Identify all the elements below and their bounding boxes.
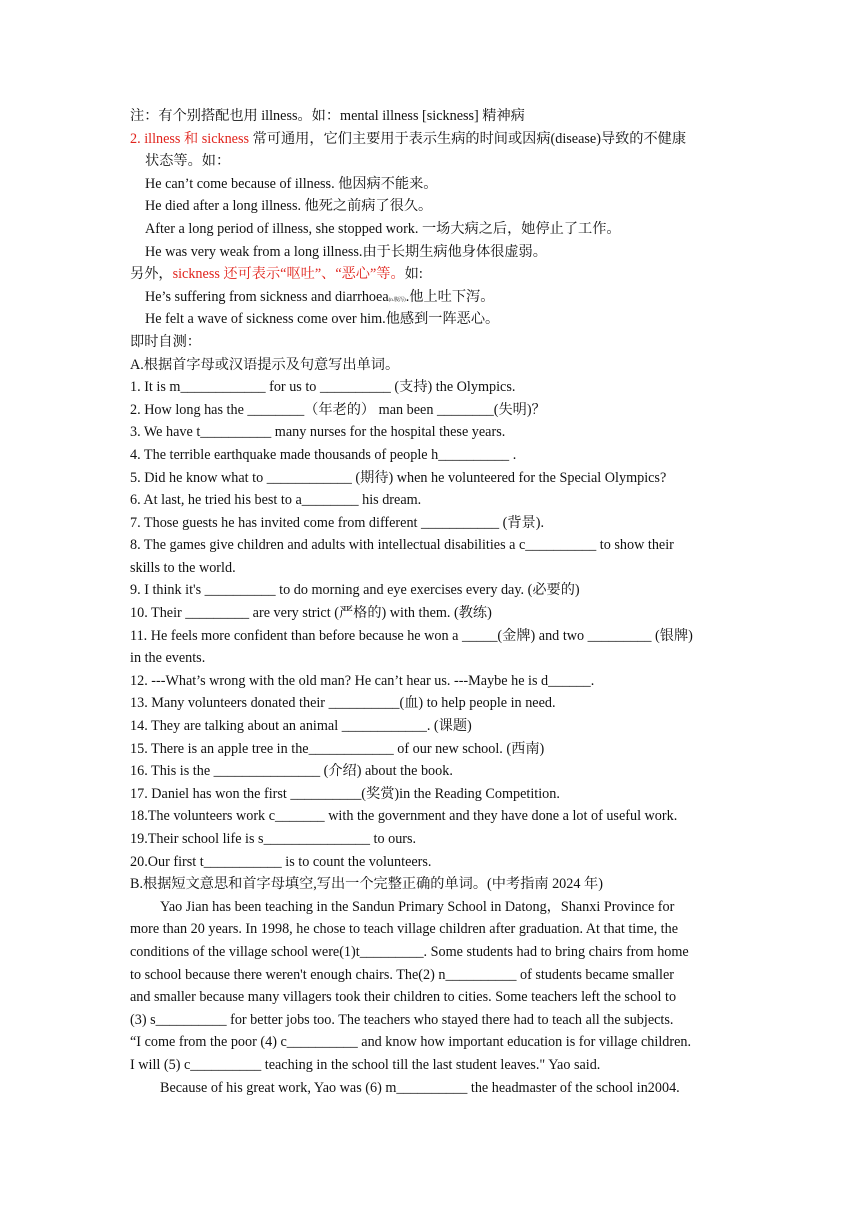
besides-line xyxy=(130,263,740,286)
passage-line: I will (5) c__________ teaching in the school till the last student leaves." Yao said. xyxy=(130,1056,601,1073)
example-line xyxy=(130,286,740,309)
example-line: After a long period of illness, she stopped work. 一场大病之后，她停止了工作。 xyxy=(145,220,621,237)
point-2-text: 常可通用，它们主要用于表示生病的时间或因病(disease)导致的不健康 xyxy=(252,130,687,147)
besides-prefix: 另外， xyxy=(130,266,173,283)
example-line: He was very weak from a long illness.由于长期生病他身体很虚弱。 xyxy=(145,243,547,260)
question-line: 18.The volunteers work c_______ with the government and they have done a lot of useful work. xyxy=(130,808,678,825)
note-line: 注：有个别搭配也用 illness。如：mental illness [sickness] 精神病 xyxy=(130,108,525,124)
question-line: 8. The games give children and adults with intellectual disabilities a c__________ to show their xyxy=(130,537,674,554)
passage-line: Because of his great work, Yao was (6) m__________ the headmaster of the school in2004. xyxy=(160,1079,680,1096)
question-line: 1. It is m____________ for us to __________ (支持) the Olympics. xyxy=(130,379,516,396)
point-2-continuation: 状态等。如： xyxy=(145,153,231,170)
example-text: He’s suffering from sickness and diarrhoea xyxy=(145,288,389,305)
section-b-heading: B.根据短文意思和首字母填空,写出一个完整正确的单词。(中考指南 2024 年) xyxy=(130,876,603,893)
passage-line: and smaller because many villagers took their children to cities. Some teachers left the school to xyxy=(130,989,677,1006)
question-line: in the events. xyxy=(130,650,206,667)
passage-line: “I come from the poor (4) c__________ and know how important education is for village children. xyxy=(130,1034,692,1051)
question-line: 9. I think it's __________ to do morning and eye exercises every day. (必要的) xyxy=(130,582,580,599)
document-body xyxy=(130,105,740,1099)
question-line: 17. Daniel has won the first __________(奖赏)in the Reading Competition. xyxy=(130,785,560,802)
besides-suffix: 如: xyxy=(404,266,423,283)
point-2-heading: 2. illness 和 sickness xyxy=(130,130,253,147)
passage-line: conditions of the village school were(1)t_________. Some students had to bring chairs from home xyxy=(130,943,689,960)
question-line: 16. This is the _______________ (介绍) about the book. xyxy=(130,763,453,780)
question-line: 5. Did he know what to ____________ (期待) when he volunteered for the Special Olympics? xyxy=(130,469,667,486)
passage-line: Yao Jian has been teaching in the Sandun Primary School in Datong，Shanxi Province for xyxy=(160,898,675,915)
passage-line: more than 20 years. In 1998, he chose to teach village children after graduation. At that time, the xyxy=(130,921,679,938)
question-line: 2. How long has the ________（年老的） man been ________(失明)？ xyxy=(130,401,546,418)
question-line: 15. There is an apple tree in the____________ of our new school. (西南) xyxy=(130,740,545,757)
question-line: 10. Their _________ are very strict (严格的) with them. (教练) xyxy=(130,605,492,622)
question-line: 19.Their school life is s_______________ to ours. xyxy=(130,831,417,847)
passage-line: to school because there weren't enough chairs. The(2) n__________ of students became smaller xyxy=(130,966,675,983)
example-line: He can’t come because of illness. 他因病不能来。 xyxy=(145,175,438,192)
self-test-heading: 即时自测： xyxy=(130,333,201,350)
question-line: 13. Many volunteers donated their __________(血) to help people in need. xyxy=(130,695,556,712)
pos-note: (n.腹泻) xyxy=(388,297,406,303)
example-line: He felt a wave of sickness come over him.他感到一阵恶心。 xyxy=(145,311,500,328)
question-line: 6. At last, he tried his best to a________ his dream. xyxy=(130,492,422,509)
besides-highlight: sickness 还可表示“呕吐”、“恶心”等。 xyxy=(172,266,405,283)
question-line: 4. The terrible earthquake made thousands of people h__________ . xyxy=(130,446,517,463)
question-line: 7. Those guests he has invited come from different ___________ (背景). xyxy=(130,514,544,531)
question-line: 11. He feels more confident than before because he won a _____(金牌) and two _________ (银牌) xyxy=(130,627,693,644)
question-line: 14. They are talking about an animal ____________. (课题) xyxy=(130,718,472,735)
example-text: .他上吐下泻。 xyxy=(405,288,495,305)
question-line: 20.Our first t___________ is to count the volunteers. xyxy=(130,853,432,870)
question-line: 3. We have t__________ many nurses for the hospital these years. xyxy=(130,424,506,441)
point-2-line xyxy=(130,128,740,151)
question-line: 12. ---What’s wrong with the old man? He can’t hear us. ---Maybe he is d______. xyxy=(130,672,595,689)
question-line: skills to the world. xyxy=(130,559,236,576)
section-a-heading: A.根据首字母或汉语提示及句意写出单词。 xyxy=(130,356,400,373)
example-line: He died after a long illness. 他死之前病了很久。 xyxy=(145,198,433,215)
passage-line: (3) s__________ for better jobs too. The teachers who stayed there had to teach all the subjects. xyxy=(130,1011,674,1028)
